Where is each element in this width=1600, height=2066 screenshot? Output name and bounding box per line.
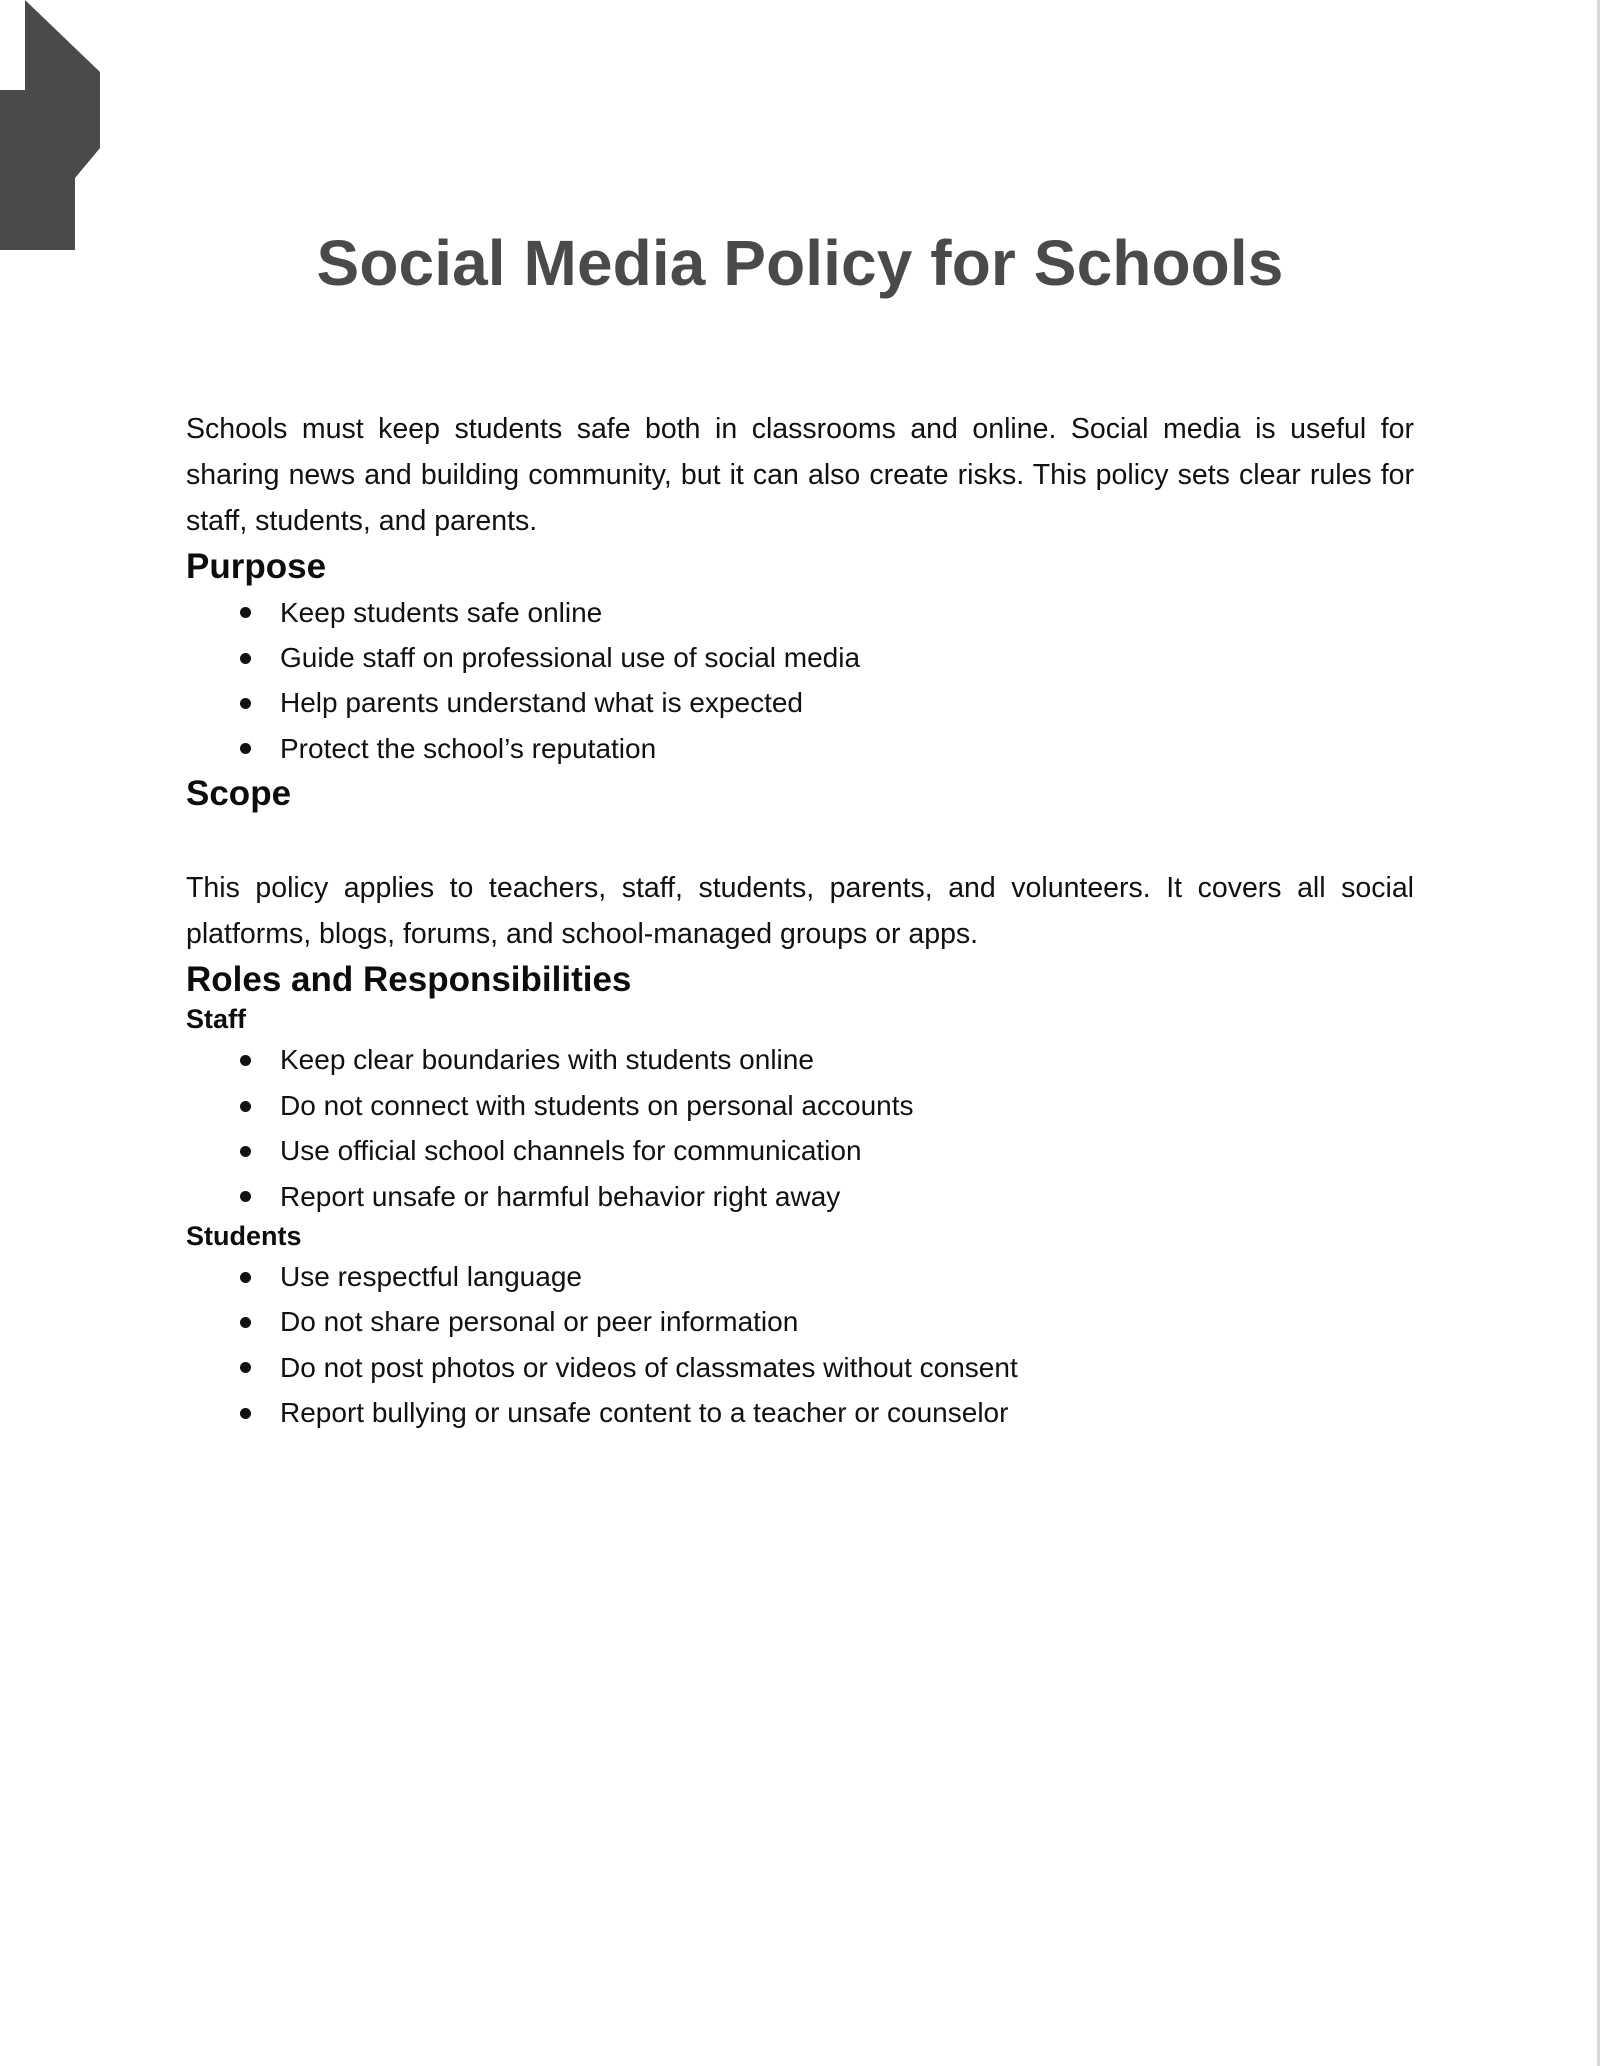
bullet-point-icon [240, 607, 251, 618]
bullet-point-icon [240, 1408, 251, 1419]
bullet-point-icon [240, 1101, 251, 1112]
bullet-point-icon [240, 743, 251, 754]
bullet-point-icon [240, 1272, 251, 1283]
list-item [186, 1128, 1414, 1173]
list-item [186, 1390, 1414, 1435]
list-item-label: Keep clear boundaries with students online [280, 1044, 814, 1076]
list-item [186, 590, 1414, 635]
list-item [186, 1299, 1414, 1344]
students-bullet-list [186, 1254, 1414, 1435]
intro-paragraph: Schools must keep students safe both in classrooms and online. Social media is useful for sharing news and building community, but it can also create risks. This policy sets clear rules for staff, students, and parents. [186, 412, 1414, 537]
page-title: Social Media Policy for Schools [316, 227, 1284, 299]
list-item-label: Use official school channels for communication [280, 1135, 862, 1167]
list-item-label: Do not connect with students on personal accounts [280, 1089, 914, 1121]
list-item-label: Report bullying or unsafe content to a teacher or counselor [280, 1397, 1009, 1429]
bullet-point-icon [240, 1362, 251, 1373]
bullet-point-icon [240, 698, 251, 709]
corner-flag-decoration [0, 0, 100, 250]
list-item-label: Report unsafe or harmful behavior right away [280, 1180, 841, 1212]
list-item-label: Guide staff on professional use of social media [280, 642, 861, 673]
list-item [186, 635, 1414, 680]
list-item [186, 1345, 1414, 1390]
list-item [186, 726, 1414, 771]
list-item [186, 1174, 1414, 1219]
list-item [186, 680, 1414, 725]
bullet-point-icon [240, 1191, 251, 1202]
list-item [186, 1254, 1414, 1299]
document-content [186, 0, 1414, 1435]
list-item-label: Use respectful language [280, 1261, 582, 1293]
section-heading-roles-and-responsibilities: Roles and Responsibilities [186, 959, 632, 999]
sub-heading-students: Students [186, 1220, 302, 1251]
list-item-label: Keep students safe online [280, 596, 603, 628]
scope-paragraph: This policy applies to teachers, staff, students, parents, and volunteers. It covers all social platforms, blogs, forums, and school-managed groups or apps. [186, 871, 1414, 950]
list-item [186, 1037, 1414, 1082]
bullet-point-icon [240, 1146, 251, 1157]
bullet-point-icon [240, 653, 251, 664]
staff-bullet-list [186, 1037, 1414, 1218]
list-item-label: Do not share personal or peer information [280, 1306, 799, 1338]
section-heading-purpose: Purpose [186, 547, 327, 587]
sub-heading-staff: Staff [186, 1004, 246, 1035]
list-item-label: Do not post photos or videos of classmates without consent [280, 1351, 1018, 1383]
list-item-label: Protect the school’s reputation [280, 732, 657, 764]
list-item [186, 1083, 1414, 1128]
section-heading-scope: Scope [186, 774, 292, 814]
list-item-label: Help parents understand what is expected [280, 687, 803, 719]
bullet-point-icon [240, 1317, 251, 1328]
bullet-point-icon [240, 1055, 251, 1066]
purpose-bullet-list [186, 590, 1414, 771]
